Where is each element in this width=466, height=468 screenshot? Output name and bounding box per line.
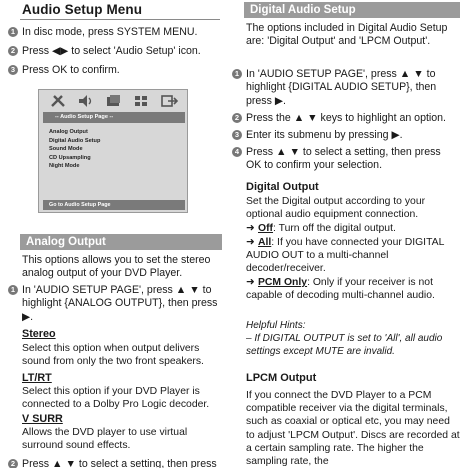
- option-pcm-only: [246, 276, 460, 302]
- osd-menu-list: [49, 128, 100, 171]
- helpful-hints-text: – If DIGITAL OUTPUT is set to 'All', all audio settings except MUTE are invalid.: [246, 333, 443, 357]
- osd-item-night-mode: Night Mode: [49, 163, 80, 170]
- step-text: In 'AUDIO SETUP PAGE', press ▲ ▼ to highlight {ANALOG OUTPUT}, then press ▶.: [22, 284, 218, 323]
- ltrt-title: LT/RT: [22, 372, 52, 384]
- analog-step-2: [8, 458, 220, 468]
- lpcm-output-title: LPCM Output: [246, 372, 317, 384]
- osd-item-digital-audio-setup: Digital Audio Setup: [49, 137, 101, 144]
- step-text: In 'AUDIO SETUP PAGE', press ▲ ▼ to highlight {DIGITAL AUDIO SETUP}, then press ▶.: [246, 68, 437, 107]
- display-icon: [104, 93, 124, 109]
- arrow-right-icon: ➜: [246, 237, 255, 248]
- tools-icon: [49, 93, 69, 109]
- osd-item-analog-output: Analog Output: [49, 129, 88, 135]
- digital-intro: The options included in Digital Audio Setup are: 'Digital Output' and 'LPCM Output'.: [246, 22, 448, 48]
- digital-step-3: [232, 129, 458, 142]
- step-text: Press the ▲ ▼ keys to highlight an option.: [246, 112, 446, 124]
- analog-output-bar: Analog Output: [20, 234, 222, 250]
- analog-intro: This options allows you to set the stereo analog output of your DVD Player.: [22, 254, 211, 280]
- digital-output-text: Set the Digital output according to your optional audio equipment connection.: [246, 196, 426, 221]
- analog-step-1: [8, 284, 220, 324]
- osd-footer: Go to Audio Setup Page: [43, 200, 185, 210]
- option-all-text: : If you have connected your DIGITAL AUDIO OUT to a multi-channel decoder/receiver.: [246, 237, 444, 275]
- option-pcm-label: PCM Only: [258, 277, 308, 288]
- step-text: Press ▲ ▼ to select a setting, then press OK to confirm your selection.: [246, 146, 441, 172]
- digital-audio-setup-bar: Digital Audio Setup: [244, 2, 460, 18]
- step-number: 3: [232, 130, 242, 140]
- option-all: [246, 236, 460, 276]
- vsurr-text: Allows the DVD player to use virtual surround sound effects.: [22, 427, 188, 452]
- step-number: 1: [8, 285, 18, 295]
- step-number: 2: [8, 46, 18, 56]
- step-3: [8, 64, 218, 77]
- step-2: [8, 45, 218, 58]
- osd-icon-bar: [39, 90, 189, 111]
- stereo-text: Select this option when output delivers sound from only the two front speakers.: [22, 343, 204, 368]
- digital-step-2: [232, 112, 458, 125]
- step-1: [8, 26, 218, 39]
- digital-step-1: [232, 68, 458, 108]
- option-off-text: : Turn off the digital output.: [273, 223, 396, 234]
- arrow-right-icon: ➜: [246, 223, 255, 234]
- step-number: 1: [8, 27, 18, 37]
- vsurr-title: V SURR: [22, 413, 63, 425]
- digital-step-4: [232, 146, 458, 173]
- audio-setup-menu-title: Audio Setup Menu: [22, 2, 143, 17]
- step-text: In disc mode, press SYSTEM MENU.: [22, 26, 198, 38]
- helpful-hints-title: Helpful Hints:: [246, 320, 306, 331]
- speaker-icon: [76, 93, 96, 109]
- lpcm-output-text: If you connect the DVD Player to a PCM compatible receiver via the digital terminals, such as coaxial or optical etc, you may need to adjust 'LPCM Output'. Discs are recorded at a certain sampling rate. The higher the sampling rate, the: [246, 390, 460, 468]
- settings-icon: [132, 93, 152, 109]
- option-pcm-text: : Only if your receiver is not capable of decoding multi-channel audio.: [246, 277, 435, 302]
- step-text: Press OK to confirm.: [22, 64, 120, 76]
- option-off-label: Off: [258, 223, 274, 234]
- step-number: 2: [8, 459, 18, 468]
- digital-output-title: Digital Output: [246, 181, 319, 193]
- exit-icon: [159, 93, 179, 109]
- step-number: 4: [232, 147, 242, 157]
- osd-item-sound-mode: Sound Mode: [49, 146, 83, 153]
- osd-item-cd-upsampling: CD Upsampling: [49, 154, 91, 161]
- osd-title: -- Audio Setup Page --: [43, 112, 185, 123]
- step-number: 2: [232, 113, 242, 123]
- stereo-title: Stereo: [22, 328, 56, 340]
- step-number: 3: [8, 65, 18, 75]
- title-rule: [20, 19, 220, 20]
- ltrt-text: Select this option if your DVD Player is connected to a Dolby Pro Logic decoder.: [22, 386, 210, 411]
- option-all-label: All: [258, 237, 272, 248]
- arrow-right-icon: ➜: [246, 277, 255, 288]
- audio-setup-osd-screen: [38, 89, 188, 213]
- step-text: Press ▲ ▼ to select a setting, then press: [22, 458, 217, 468]
- step-text: Enter its submenu by pressing ▶.: [246, 129, 403, 141]
- option-off: [246, 222, 460, 235]
- step-number: 1: [232, 69, 242, 79]
- step-text: Press ◀▶ to select 'Audio Setup' icon.: [22, 45, 201, 57]
